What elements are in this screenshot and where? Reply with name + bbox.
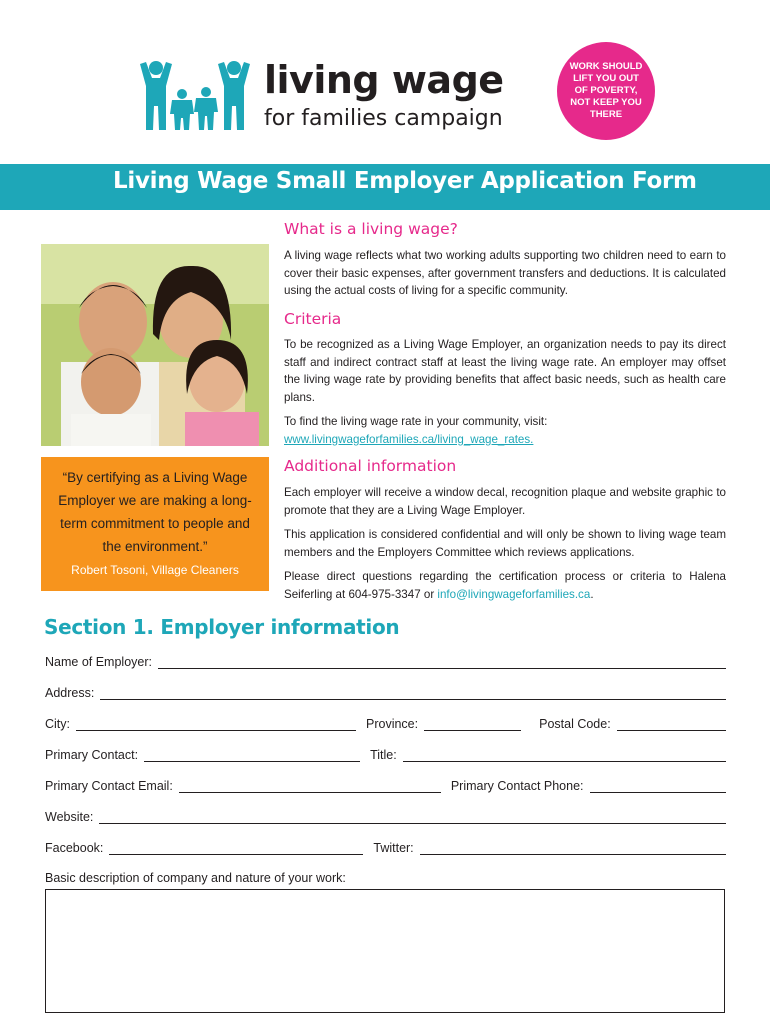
postal-code-field[interactable] xyxy=(617,718,726,731)
email-row xyxy=(45,775,726,793)
address-field[interactable] xyxy=(100,687,726,700)
contact-text-end: . xyxy=(590,587,594,601)
quote-text: “By certifying as a Living Wage Employer we are making a long-term commitment to people and the environment.” xyxy=(58,470,252,554)
section-1-title: Section 1. Employer information xyxy=(44,615,400,639)
twitter-label: Twitter: xyxy=(373,841,414,855)
social-row xyxy=(45,837,726,855)
find-rate-text: To find the living wage rate in your community, visit: xyxy=(284,415,548,428)
employer-name-field[interactable] xyxy=(158,656,726,669)
title-label: Title: xyxy=(370,748,397,762)
postal-code-label: Postal Code: xyxy=(539,717,611,731)
city-field[interactable] xyxy=(76,718,356,731)
contact-row xyxy=(45,744,726,762)
logo-subtitle: for families campaign xyxy=(264,106,503,131)
criteria-find-rate xyxy=(284,413,726,448)
additional-heading: Additional information xyxy=(284,457,457,475)
primary-email-field[interactable] xyxy=(179,780,441,793)
additional-p3 xyxy=(284,568,726,603)
primary-contact-field[interactable] xyxy=(144,749,360,762)
family-figures-icon xyxy=(136,60,254,132)
criteria-body: To be recognized as a Living Wage Employer, an organization needs to pay its direct staff and indirect contract staff at least the living wage rate. An employer may offset the living wage rate by providing benefits that affect basic needs, such as health care plans. xyxy=(284,338,726,404)
slogan-badge xyxy=(557,42,655,140)
living-wage-logo xyxy=(136,58,536,138)
website-field[interactable] xyxy=(99,811,726,824)
contact-text: Please direct questions regarding the certification process or criteria to Halena Seiferling at 604-975-3347 or xyxy=(284,570,726,601)
contact-email-link[interactable]: info@livingwageforfamilies.ca xyxy=(437,587,591,601)
employer-name-label: Name of Employer: xyxy=(45,655,152,669)
additional-p2: This application is considered confidential and will only be shown to living wage team members and the Employers Committee which reviews applications. xyxy=(284,528,726,559)
address-row xyxy=(45,682,726,700)
primary-email-label: Primary Contact Email: xyxy=(45,779,173,793)
family-photo xyxy=(41,244,269,446)
form-title: Living Wage Small Employer Application Form xyxy=(113,168,697,194)
title-field[interactable] xyxy=(403,749,726,762)
city-label: City: xyxy=(45,717,70,731)
website-row xyxy=(45,806,726,824)
province-field[interactable] xyxy=(424,718,521,731)
facebook-field[interactable] xyxy=(109,842,363,855)
description-textarea[interactable] xyxy=(45,889,725,1013)
additional-p1: Each employer will receive a window decal, recognition plaque and website graphic to promote that they are a Living Wage Employer. xyxy=(284,486,726,517)
logo-title: living wage xyxy=(264,58,504,102)
primary-phone-label: Primary Contact Phone: xyxy=(450,779,584,793)
city-row xyxy=(45,713,726,731)
what-is-heading: What is a living wage? xyxy=(284,220,458,238)
slogan-badge-text: WORK SHOULD LIFT YOU OUT OF POVERTY, NOT KEEP YOU THERE xyxy=(569,61,643,120)
website-label: Website: xyxy=(45,810,94,824)
what-is-body: A living wage reflects what two working adults supporting two children need to earn to cover their basic expenses, after government transfers and deductions. It is calculated using the actual costs of living for a specific community. xyxy=(284,249,726,297)
employer-name-row xyxy=(45,651,726,669)
address-label: Address: xyxy=(45,686,95,700)
province-label: Province: xyxy=(366,717,419,731)
twitter-field[interactable] xyxy=(420,842,726,855)
description-label: Basic description of company and nature of your work: xyxy=(45,871,346,885)
primary-contact-label: Primary Contact: xyxy=(45,748,139,762)
living-wage-rates-link[interactable]: www.livingwageforfamilies.ca/living_wage_rates. xyxy=(284,432,534,446)
testimonial-quote xyxy=(41,457,269,591)
quote-attribution: Robert Tosoni, Village Cleaners xyxy=(71,563,239,577)
facebook-label: Facebook: xyxy=(45,841,104,855)
primary-phone-field[interactable] xyxy=(590,780,726,793)
criteria-heading: Criteria xyxy=(284,310,342,328)
